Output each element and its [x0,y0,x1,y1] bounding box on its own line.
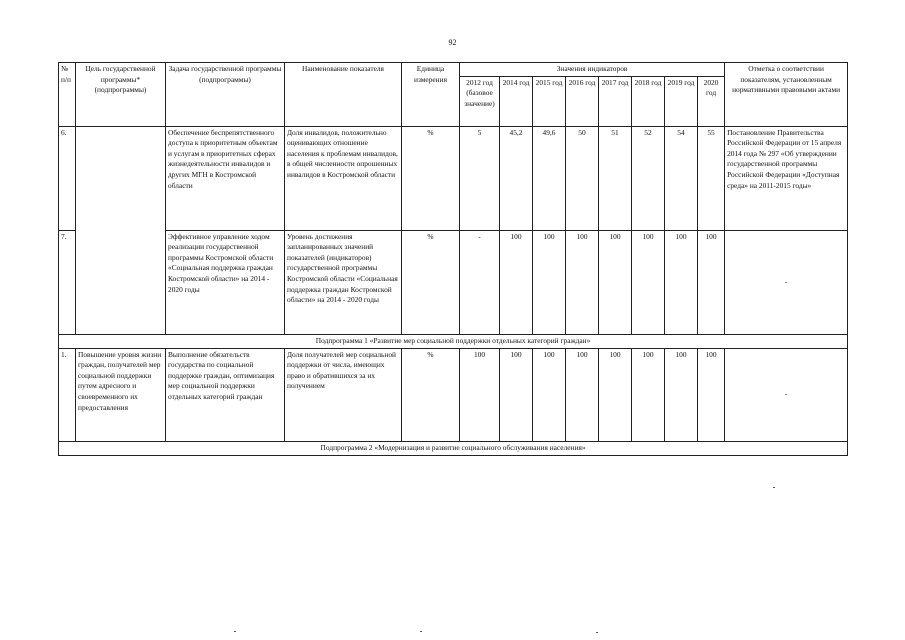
header-year: 2014 год [500,76,533,126]
indicator-cell: Уровень достижения запланированных значений показателей (индикаторов) государственной программы Костромской области «Социальная поддержка граждан Костромской области» на 2014 - 2020 годы [285,230,402,334]
value-cell: 100 [599,348,632,441]
page-number: 92 [448,38,457,47]
value-cell: 100 [665,230,698,334]
unit-cell: % [402,126,460,230]
subprogram-1-title: Подпрограмма 1 «Развитие мер социальной поддержки отдельных категорий граждан» [59,334,848,348]
value-cell: 100 [698,230,725,334]
header-year: 2017 год [599,76,632,126]
scan-speck [420,631,422,632]
task-cell: Эффективное управление ходом реализации государственной программы Костромской области «Социальная поддержка граждан Костромской области» на 2014 - 2020 годы [166,230,285,334]
subprogram-2-title: Подпрограмма 2 «Модернизация и развитие социального обслуживания населения» [59,441,848,455]
row-num: 7. [59,230,76,334]
value-cell: 100 [460,348,500,441]
value-cell: 55 [698,126,725,230]
task-cell: Обеспечение беспрепятственного доступа к приоритетным объектам и услугам в приоритетных сферах жизнедеятельности инвалидов и других МГН в Костромской области [166,126,285,230]
task-cell: Выполнение обязательств государства по социальной поддержке граждан, оптимизация мер социальной поддержки отдельных категорий граждан [166,348,285,441]
value-cell: 45,2 [500,126,533,230]
header-year: 2015 год [533,76,566,126]
value-cell: 100 [500,230,533,334]
subprogram-row [59,441,848,455]
row-num: 1. [59,348,76,441]
value-cell: 100 [566,230,599,334]
header-year: 2016 год [566,76,599,126]
note-cell: - [725,348,848,441]
goal-cell: Повышение уровня жизни граждан, получателей мер социальной поддержки путем адресного и своевременного их предоставления [76,348,166,441]
indicator-cell: Доля получателей мер социальной поддержки от числа, имеющих право и обратившихся за их получением [285,348,402,441]
header-row-1 [59,63,848,77]
value-cell: 5 [460,126,500,230]
indicator-cell: Доля инвалидов, положительно оценивающих отношение населения к проблемам инвалидов, в общей численности опрошенных инвалидов в Костромской области [285,126,402,230]
value-cell: - [460,230,500,334]
row-num: 6. [59,126,76,230]
value-cell: 100 [698,348,725,441]
value-cell: 54 [665,126,698,230]
unit-cell: % [402,230,460,334]
value-cell: 100 [500,348,533,441]
value-cell: 51 [599,126,632,230]
value-cell: 50 [566,126,599,230]
scan-speck [234,631,236,632]
value-cell: 49,6 [533,126,566,230]
header-year: 2012 год (базовое значение) [460,76,500,126]
header-goal: Цель государственной программы* (подпрограммы) [76,63,166,127]
value-cell: 100 [533,230,566,334]
header-note: Отметка о соответствии показателям, установленным нормативными правовыми актами [725,63,848,127]
value-cell: 100 [599,230,632,334]
table-row [59,126,848,230]
header-indicator: Наименование показателя [285,63,402,127]
goal-cell-empty [76,126,166,334]
subprogram-row [59,334,848,348]
value-cell: 100 [566,348,599,441]
header-unit: Единица измерения [402,63,460,127]
note-cell: Постановление Правительства Российской Федерации от 15 апреля 2014 года № 297 «Об утверждении государственной программы Российской Федерации «Доступная среда» на 2011-2015 годы» [725,126,848,230]
header-year: 2018 год [632,76,665,126]
table-row [59,230,848,334]
unit-cell: % [402,348,460,441]
header-year: 2020 год [698,76,725,126]
header-year: 2019 год [665,76,698,126]
header-task: Задача государственной программы (подпрограммы) [166,63,285,127]
value-cell: 52 [632,126,665,230]
scan-speck [596,632,598,633]
table-row [59,348,848,441]
value-cell: 100 [632,348,665,441]
value-cell: 100 [533,348,566,441]
value-cell: 100 [665,348,698,441]
value-cell: 100 [632,230,665,334]
header-values-group: Значения индикаторов [460,63,725,77]
indicators-table [58,62,848,456]
scan-speck [773,487,775,488]
header-num: № п/п [59,63,76,127]
note-cell: - [725,230,848,334]
